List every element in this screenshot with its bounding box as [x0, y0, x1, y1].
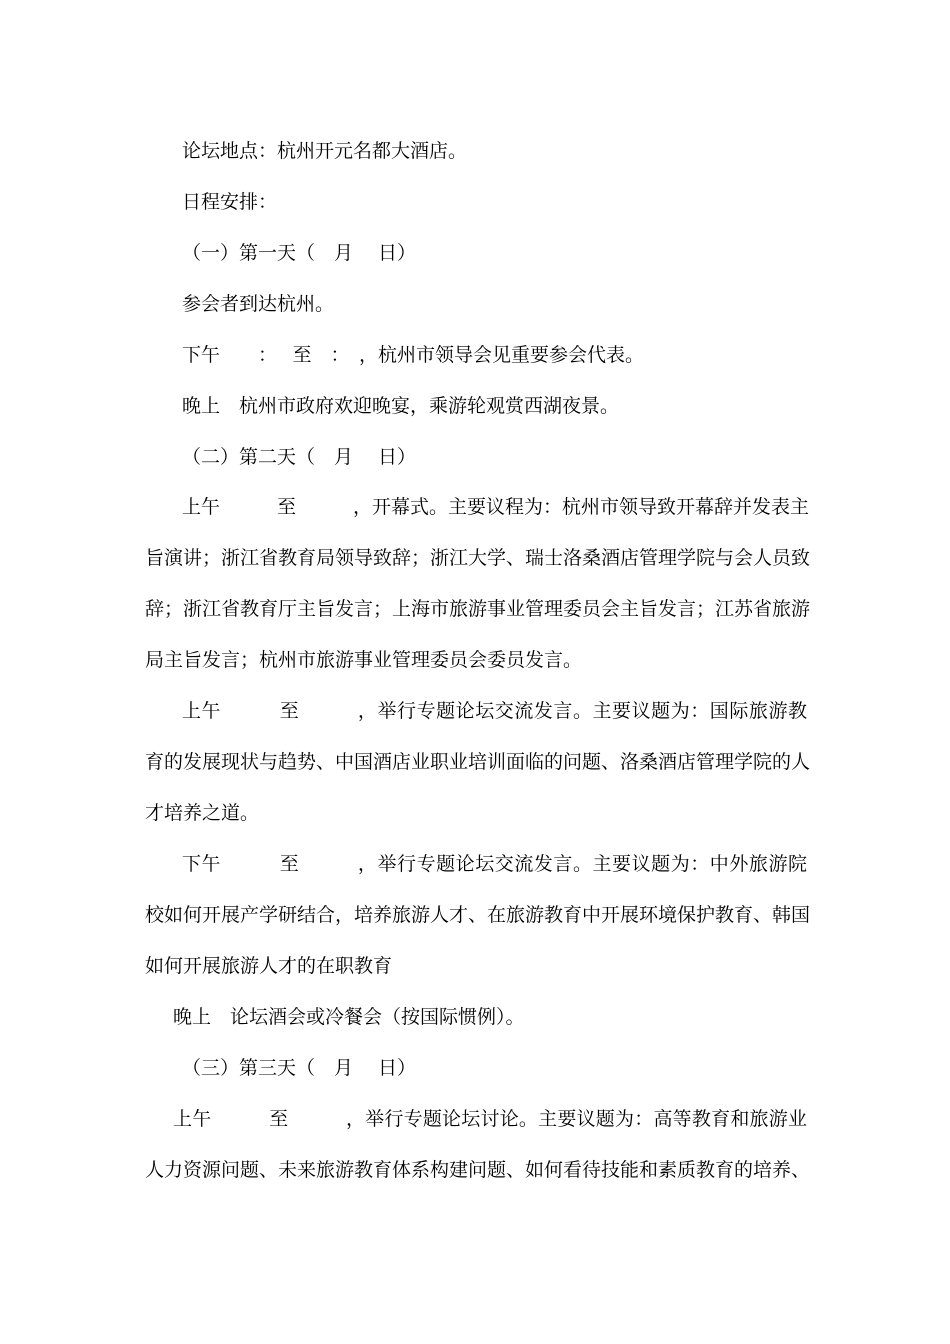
day-two-afternoon-line-3: 如何开展旅游人才的在职教育: [145, 955, 393, 977]
day-two-evening: 晚上 论坛酒会或冷餐会（按国际惯例）。: [173, 1006, 525, 1028]
day-two-morning-line-2: 旨演讲；浙江省教育局领导致辞；浙江大学、瑞士洛桑酒店管理学院与会人员致: [145, 547, 811, 569]
day-three-morning-line-2: 人力资源问题、未来旅游教育体系构建问题、如何看待技能和素质教育的培养、: [145, 1159, 811, 1181]
day-two-heading: （二）第二天（ 月 日）: [182, 446, 417, 468]
day-one-evening: 晚上 杭州市政府欢迎晚宴，乘游轮观赏西湖夜景。: [182, 395, 620, 417]
day-one-arrival: 参会者到达杭州。: [182, 293, 335, 315]
day-one-afternoon: 下午 ： 至 ： ，杭州市领导会见重要参会代表。: [182, 344, 645, 366]
schedule-heading: 日程安排：: [182, 191, 278, 213]
day-two-morning-line-3: 辞；浙江省教育厅主旨发言；上海市旅游事业管理委员会主旨发言；江苏省旅游: [145, 598, 811, 620]
day-two-forum-line-2: 育的发展现状与趋势、中国酒店业职业培训面临的问题、洛桑酒店管理学院的人: [145, 751, 811, 773]
day-two-forum-line-1: 上午 至 ，举行专题论坛交流发言。主要议题为：国际旅游教: [182, 700, 807, 722]
day-one-heading: （一）第一天（ 月 日）: [182, 242, 417, 264]
day-two-morning-line-4: 局主旨发言；杭州市旅游事业管理委员会委员发言。: [145, 649, 583, 671]
day-two-forum-line-3: 才培养之道。: [145, 802, 260, 824]
day-two-afternoon-line-2: 校如何开展产学研结合，培养旅游人才、在旅游教育中开展环境保护教育、韩国: [145, 904, 811, 926]
venue-line: 论坛地点：杭州开元名都大酒店。: [182, 140, 468, 162]
day-two-morning-line-1: 上午 至 ，开幕式。主要议程为：杭州市领导致开幕辞并发表主: [182, 496, 810, 518]
day-three-morning-line-1: 上午 至 ，举行专题论坛讨论。主要议题为：高等教育和旅游业: [173, 1108, 807, 1130]
day-two-afternoon-line-1: 下午 至 ，举行专题论坛交流发言。主要议题为：中外旅游院: [182, 853, 807, 875]
day-three-heading: （三）第三天（ 月 日）: [182, 1057, 417, 1079]
